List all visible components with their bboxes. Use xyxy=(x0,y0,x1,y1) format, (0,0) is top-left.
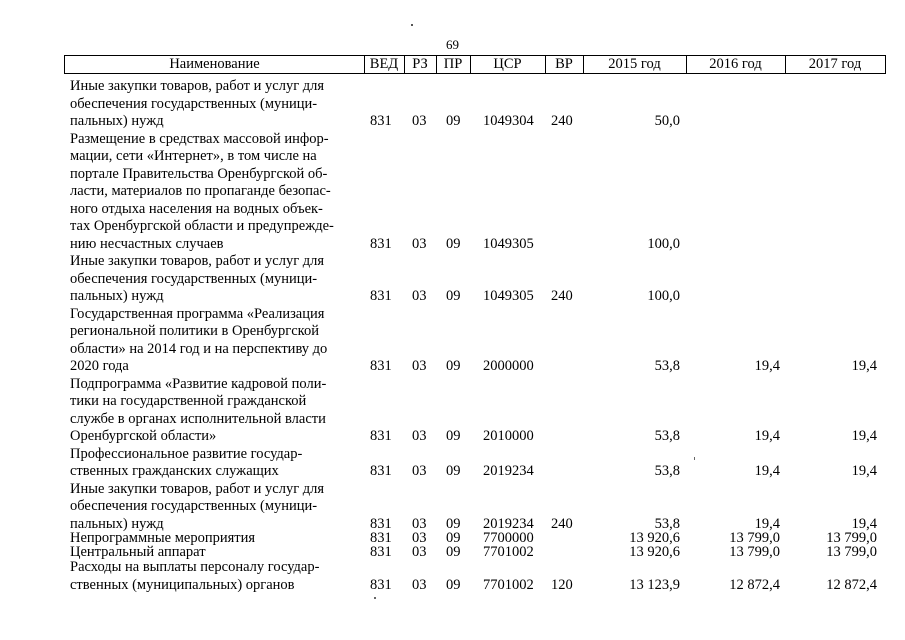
row-csr: 1049304 xyxy=(483,113,534,129)
row-2016: 13 799,0 xyxy=(729,543,780,560)
row-name: Иные закупки товаров, работ и услуг для обеспечения государственных (муници- пальных) нужд xyxy=(70,253,325,304)
row-pr: 09 xyxy=(446,576,461,593)
row-rz: 03 xyxy=(412,235,427,252)
row-rz: 03 xyxy=(412,428,427,444)
row-2015: 53,8 xyxy=(654,428,680,444)
row-ved: 831 xyxy=(370,576,392,593)
row-ved: 831 xyxy=(370,515,392,532)
row-2017: 12 872,4 xyxy=(826,576,877,593)
row-2015: 53,8 xyxy=(654,463,680,479)
row-2016: 19,4 xyxy=(754,463,780,479)
header-pr: ПР xyxy=(436,56,471,73)
row-ved: 831 xyxy=(370,288,392,304)
row-2015: 53,8 xyxy=(654,358,680,374)
row-rz: 03 xyxy=(412,288,427,304)
row-rz: 03 xyxy=(412,543,427,560)
row-ved: 831 xyxy=(370,543,392,560)
header-csr: ЦСР xyxy=(470,56,546,73)
row-2015: 13 920,6 xyxy=(629,543,680,560)
row-vr: 240 xyxy=(551,113,573,129)
row-rz: 03 xyxy=(412,576,427,593)
row-rz: 03 xyxy=(412,358,427,374)
row-2017: 19,4 xyxy=(851,463,877,479)
header-2017: 2017 год xyxy=(808,56,862,72)
row-pr: 09 xyxy=(446,515,461,532)
row-csr: 2000000 xyxy=(483,358,534,374)
row-vr: 240 xyxy=(551,515,573,532)
row-csr: 2010000 xyxy=(483,428,534,444)
row-ved: 831 xyxy=(370,358,392,374)
row-csr: 7701002 xyxy=(483,543,534,560)
header-name: Наименование xyxy=(65,56,365,73)
row-2015: 100,0 xyxy=(647,288,680,304)
row-pr: 09 xyxy=(446,235,461,252)
header-ved: ВЕД xyxy=(364,56,405,73)
row-2015: 13 920,6 xyxy=(629,529,680,546)
row-ved: 831 xyxy=(370,428,392,444)
row-2016: 19,4 xyxy=(754,515,780,532)
row-csr: 7701002 xyxy=(483,576,534,593)
row-2016: 13 799,0 xyxy=(729,529,780,546)
row-pr: 09 xyxy=(446,358,461,374)
row-name: Иные закупки товаров, работ и услуг для обеспечения государственных (муници- пальных) нужд xyxy=(70,78,325,129)
header-vr: ВР xyxy=(545,56,584,73)
row-pr: 09 xyxy=(446,543,461,560)
header-rz: РЗ xyxy=(404,56,437,73)
row-2017: 13 799,0 xyxy=(826,529,877,546)
row-2015: 100,0 xyxy=(647,235,680,252)
row-2016: 19,4 xyxy=(754,428,780,444)
row-name: Центральный аппарат xyxy=(70,543,206,560)
page-number: 69 xyxy=(446,37,459,52)
row-ved: 831 xyxy=(370,463,392,479)
row-2015: 53,8 xyxy=(654,515,680,532)
row-name: Непрограммные мероприятия xyxy=(70,529,256,546)
row-csr: 2019234 xyxy=(483,463,534,479)
row-csr: 1049305 xyxy=(483,288,534,304)
row-2017: 19,4 xyxy=(851,515,877,532)
row-pr: 09 xyxy=(446,463,461,479)
row-pr: 09 xyxy=(446,529,461,546)
row-pr: 09 xyxy=(446,113,461,129)
row-rz: 03 xyxy=(412,113,427,129)
row-pr: 09 xyxy=(446,428,461,444)
header-2016: 2016 год xyxy=(686,56,786,73)
row-2017: 19,4 xyxy=(851,428,877,444)
row-name: Подпрограмма «Развитие кадровой поли- тики на государственной гражданской службе в органах исполнительной власти Оренбургской области» xyxy=(70,375,327,444)
row-csr: 7700000 xyxy=(483,529,534,546)
row-2015: 13 123,9 xyxy=(629,576,680,593)
row-2015: 50,0 xyxy=(654,113,680,129)
header-2015: 2015 год xyxy=(583,56,687,73)
row-ved: 831 xyxy=(370,235,392,252)
row-vr: 240 xyxy=(551,288,573,304)
row-2017: 19,4 xyxy=(851,358,877,374)
row-name: Государственная программа «Реализация региональной политики в Оренбургской области» на 2014 год и на перспективу до 2020 года xyxy=(70,305,328,374)
row-csr: 2019234 xyxy=(483,515,534,532)
row-name: Размещение в средствах массовой инфор- мации, сети «Интернет», в том числе на портале Правительства Оренбургской об- ласти, материалов по пропаганде безопас- ного отдыха населения на водных объек- тах Оренбургской области и предупрежде- нию несчастных случаев xyxy=(70,130,334,252)
row-pr: 09 xyxy=(446,288,461,304)
row-csr: 1049305 xyxy=(483,235,534,252)
row-ved: 831 xyxy=(370,529,392,546)
row-rz: 03 xyxy=(412,463,427,479)
row-vr: 120 xyxy=(551,576,573,593)
row-name: Профессиональное развитие государ- ственных гражданских служащих xyxy=(70,445,303,479)
row-name: Расходы на выплаты персоналу государ- ственных (муниципальных) органов xyxy=(70,559,320,593)
row-2016: 19,4 xyxy=(754,358,780,374)
row-ved: 831 xyxy=(370,113,392,129)
row-name: Иные закупки товаров, работ и услуг для обеспечения государственных (муници- пальных) нужд xyxy=(70,480,325,532)
row-2017: 13 799,0 xyxy=(826,543,877,560)
row-rz: 03 xyxy=(412,529,427,546)
row-rz: 03 xyxy=(412,515,427,532)
row-2016: 12 872,4 xyxy=(729,576,780,593)
